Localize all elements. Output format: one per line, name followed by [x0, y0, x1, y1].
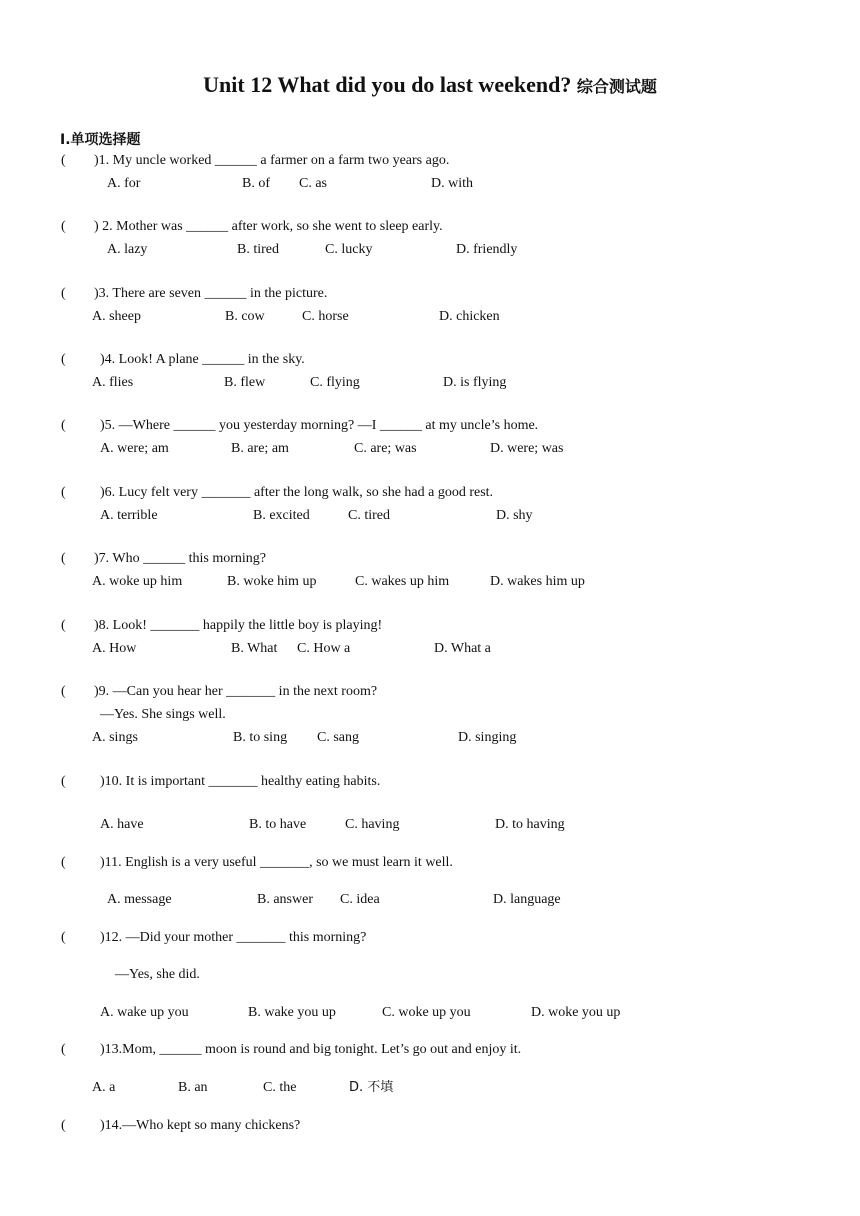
- answer-blank-q8: (: [61, 618, 66, 633]
- option-q5-b: B. are; am: [231, 441, 289, 456]
- option-q4-d: D. is flying: [443, 375, 507, 390]
- question-stem-q14: )14.—Who kept so many chickens?: [100, 1118, 301, 1133]
- question-stem-q12: )12. —Did your mother _______ this morning?: [100, 930, 367, 945]
- answer-blank-q4: (: [61, 352, 66, 367]
- answer-blank-q13: (: [61, 1042, 66, 1057]
- option-q11-d: D. language: [493, 892, 561, 907]
- answer-blank-q11: (: [61, 855, 66, 870]
- question-stem-q6: )6. Lucy felt very _______ after the long walk, so she had a good rest.: [100, 485, 494, 500]
- answer-blank-q6: (: [61, 485, 66, 500]
- option-q13-b: B. an: [178, 1080, 208, 1095]
- option-q6-c: C. tired: [348, 508, 390, 523]
- option-q8-a: A. How: [92, 641, 137, 656]
- option-q12-c: C. woke up you: [382, 1005, 471, 1020]
- option-q12-a: A. wake up you: [100, 1005, 189, 1020]
- option-q6-a: A. terrible: [100, 508, 158, 523]
- option-q5-c: C. are; was: [354, 441, 417, 456]
- option-q4-c: C. flying: [310, 375, 360, 390]
- question-stem-q11: )11. English is a very useful _______, so we must learn it well.: [100, 855, 453, 870]
- question-stem-q3: )3. There are seven ______ in the picture.: [94, 286, 328, 301]
- question-stem-q1: )1. My uncle worked ______ a farmer on a farm two years ago.: [94, 153, 450, 168]
- option-q8-d: D. What a: [434, 641, 491, 656]
- question-stem-q5: )5. —Where ______ you yesterday morning? —I ______ at my uncle’s home.: [100, 418, 539, 433]
- option-q7-b: B. woke him up: [227, 574, 317, 589]
- option-q7-d: D. wakes him up: [490, 574, 585, 589]
- page-title: [0, 72, 860, 98]
- option-q9-d: D. singing: [458, 730, 517, 745]
- option-q10-d: D. to having: [495, 817, 565, 832]
- option-q7-a: A. woke up him: [92, 574, 183, 589]
- option-q8-b: B. What: [231, 641, 278, 656]
- option-q13-d: D. 不填: [349, 1080, 394, 1095]
- option-q5-d: D. were; was: [490, 441, 564, 456]
- option-q10-a: A. have: [100, 817, 144, 832]
- option-q5-a: A. were; am: [100, 441, 169, 456]
- question-stem-q4: )4. Look! A plane ______ in the sky.: [100, 352, 305, 367]
- option-q11-b: B. answer: [257, 892, 313, 907]
- option-q1-b: B. of: [242, 176, 270, 191]
- option-q11-a: A. message: [107, 892, 172, 907]
- answer-blank-q3: (: [61, 286, 66, 301]
- question-stem-q8: )8. Look! _______ happily the little boy is playing!: [94, 618, 383, 633]
- option-q2-b: B. tired: [237, 242, 279, 257]
- option-q4-a: A. flies: [92, 375, 134, 390]
- answer-blank-q2: (: [61, 219, 66, 234]
- option-q9-b: B. to sing: [233, 730, 288, 745]
- option-q6-d: D. shy: [496, 508, 533, 523]
- question-stem-q7: )7. Who ______ this morning?: [94, 551, 267, 566]
- question-reply-q9: —Yes. She sings well.: [100, 707, 226, 722]
- question-stem-q2: ) 2. Mother was ______ after work, so she went to sleep early.: [94, 219, 443, 234]
- answer-blank-q1: (: [61, 153, 66, 168]
- option-q2-a: A. lazy: [107, 242, 148, 257]
- option-q11-c: C. idea: [340, 892, 380, 907]
- option-q10-c: C. having: [345, 817, 400, 832]
- answer-blank-q10: (: [61, 774, 66, 789]
- question-reply-q12: —Yes, she did.: [115, 967, 200, 982]
- option-q12-d: D. woke you up: [531, 1005, 621, 1020]
- option-q13-a: A. a: [92, 1080, 116, 1095]
- option-q6-b: B. excited: [253, 508, 310, 523]
- option-q3-c: C. horse: [302, 309, 349, 324]
- question-stem-q10: )10. It is important _______ healthy eating habits.: [100, 774, 381, 789]
- option-q8-c: C. How a: [297, 641, 351, 656]
- answer-blank-q5: (: [61, 418, 66, 433]
- option-q2-c: C. lucky: [325, 242, 373, 257]
- option-q3-a: A. sheep: [92, 309, 141, 324]
- section-heading: Ⅰ.单项选择题: [60, 132, 141, 148]
- option-q2-d: D. friendly: [456, 242, 518, 257]
- option-q1-a: A. for: [107, 176, 141, 191]
- answer-blank-q12: (: [61, 930, 66, 945]
- option-q7-c: C. wakes up him: [355, 574, 450, 589]
- option-q13-c: C. the: [263, 1080, 297, 1095]
- question-stem-q13: )13.Mom, ______ moon is round and big tonight. Let’s go out and enjoy it.: [100, 1042, 522, 1057]
- title-chinese: 综合测试题: [576, 77, 657, 96]
- option-q9-a: A. sings: [92, 730, 138, 745]
- option-q9-c: C. sang: [317, 730, 359, 745]
- answer-blank-q9: (: [61, 684, 66, 699]
- question-stem-q9: )9. —Can you hear her _______ in the next room?: [94, 684, 378, 699]
- title-english: Unit 12 What did you do last weekend?: [203, 72, 572, 97]
- answer-blank-q14: (: [61, 1118, 66, 1133]
- option-q1-c: C. as: [299, 176, 327, 191]
- option-q1-d: D. with: [431, 176, 473, 191]
- option-q12-b: B. wake you up: [248, 1005, 336, 1020]
- option-q3-b: B. cow: [225, 309, 265, 324]
- answer-blank-q7: (: [61, 551, 66, 566]
- option-q4-b: B. flew: [224, 375, 266, 390]
- option-q10-b: B. to have: [249, 817, 307, 832]
- option-q3-d: D. chicken: [439, 309, 500, 324]
